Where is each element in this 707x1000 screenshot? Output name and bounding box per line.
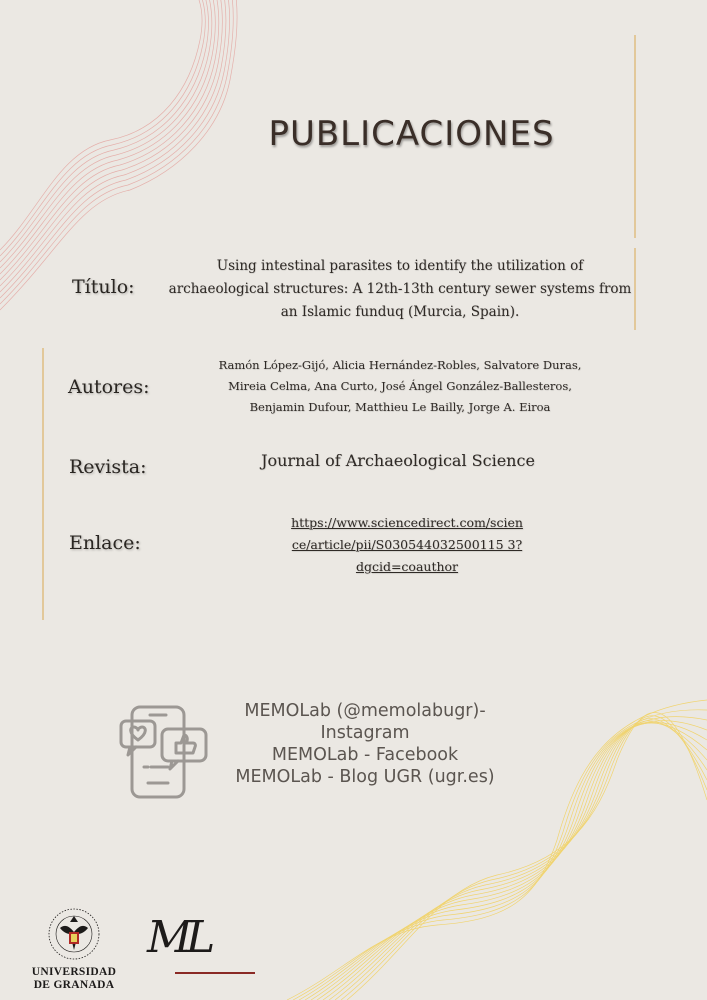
- titulo-value: [150, 255, 650, 324]
- social-links: [210, 700, 520, 788]
- autores-line: Ramón López-Gijó, Alicia Hernández-Robles, Salvatore Duras,: [218, 358, 582, 372]
- titulo-label: Título:: [72, 276, 135, 298]
- titulo-line: an Islamic funduq (Murcia, Spain).: [280, 304, 520, 320]
- titulo-line: Using intestinal parasites to identify the utilization of: [216, 258, 584, 274]
- university-crest-icon: [47, 906, 101, 966]
- accent-line-left: [42, 348, 44, 620]
- university-line: DE GRANADA: [33, 979, 115, 991]
- enlace-line[interactable]: ce/article/pii/S030544032500115 3?: [291, 537, 523, 552]
- enlace-label: Enlace:: [69, 532, 141, 554]
- titulo-line: archaeological structures: A 12th-13th century sewer systems from: [168, 281, 632, 297]
- university-line: UNIVERSIDAD: [31, 966, 117, 978]
- page-title: PUBLICACIONES: [268, 114, 555, 154]
- autores-line: Benjamin Dufour, Matthieu Le Bailly, Jorge A. Eiroa: [249, 400, 551, 414]
- phone-social-icon: [118, 703, 210, 801]
- social-line-instagram-handle[interactable]: MEMOLab (@memolabugr)-: [244, 701, 486, 721]
- memolab-logo: [145, 910, 265, 990]
- enlace-line[interactable]: dgcid=coauthor: [355, 559, 459, 574]
- autores-label: Autores:: [68, 376, 150, 398]
- memolab-logo-letters: ML: [147, 912, 210, 963]
- enlace-link[interactable]: [262, 512, 552, 578]
- memolab-logo-underline: [175, 972, 255, 974]
- autores-line: Mireia Celma, Ana Curto, José Ángel González-Ballesteros,: [228, 379, 572, 393]
- university-name: [14, 966, 134, 992]
- enlace-line[interactable]: https://www.sciencedirect.com/scien: [291, 515, 523, 530]
- social-line-blog[interactable]: MEMOLab - Blog UGR (ugr.es): [235, 767, 495, 787]
- revista-label: Revista:: [69, 456, 147, 478]
- social-line-instagram[interactable]: Instagram: [320, 723, 410, 743]
- social-line-facebook[interactable]: MEMOLab - Facebook: [271, 745, 459, 765]
- revista-value: Journal of Archaeological Science: [261, 451, 535, 470]
- autores-value: [190, 355, 610, 418]
